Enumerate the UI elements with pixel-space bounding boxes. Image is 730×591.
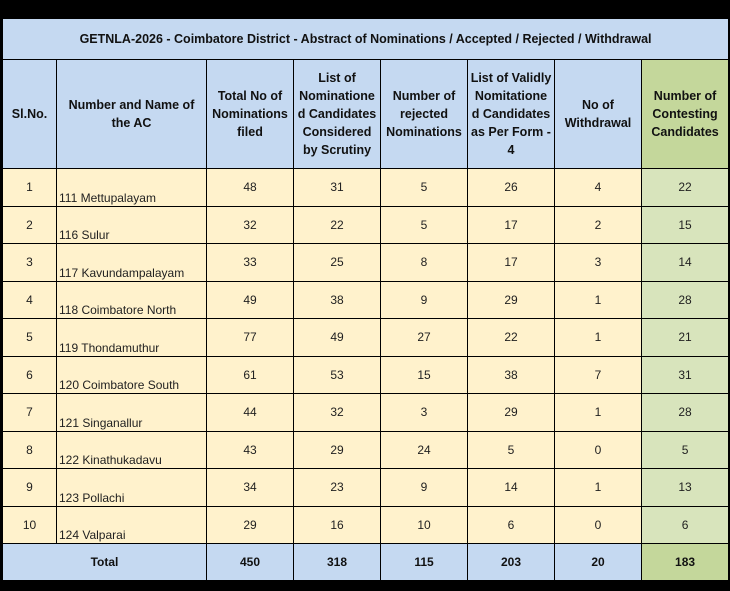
cell-rejected: 8 [381, 244, 468, 282]
cell-contesting: 28 [642, 281, 729, 319]
cell-withdrawal: 4 [555, 169, 642, 207]
header-line: Nomitatione [474, 89, 548, 103]
cell-considered-scrutiny: 32 [294, 394, 381, 432]
cell-total-filed: 48 [207, 169, 294, 207]
total-filed: 450 [207, 544, 294, 581]
cell-total-filed: 29 [207, 506, 294, 544]
cell-total-filed: 44 [207, 394, 294, 432]
header-rejected [381, 60, 468, 169]
cell-withdrawal: 3 [555, 244, 642, 282]
cell-rejected: 9 [381, 281, 468, 319]
cell-total-filed: 34 [207, 469, 294, 507]
cell-withdrawal: 0 [555, 506, 642, 544]
cell-ac-name: 117 Kavundampalayam [57, 244, 207, 282]
header-validly-nominated [468, 60, 555, 169]
cell-considered-scrutiny: 22 [294, 206, 381, 244]
table-row [3, 319, 729, 357]
table-row [3, 469, 729, 507]
cell-rejected: 9 [381, 469, 468, 507]
cell-contesting: 31 [642, 356, 729, 394]
header-line: Number of [392, 89, 456, 103]
cell-sl-no: 1 [3, 169, 57, 207]
cell-contesting: 15 [642, 206, 729, 244]
header-considered-scrutiny [294, 60, 381, 169]
total-contesting: 183 [642, 544, 729, 581]
cell-contesting: 22 [642, 169, 729, 207]
table-row [3, 244, 729, 282]
header-line: filed [237, 125, 263, 139]
header-line: Nominations [212, 107, 288, 121]
cell-sl-no: 10 [3, 506, 57, 544]
cell-total-filed: 32 [207, 206, 294, 244]
cell-considered-scrutiny: 31 [294, 169, 381, 207]
cell-validly-nominated: 17 [468, 244, 555, 282]
cell-sl-no: 5 [3, 319, 57, 357]
cell-considered-scrutiny: 16 [294, 506, 381, 544]
cell-validly-nominated: 22 [468, 319, 555, 357]
cell-total-filed: 49 [207, 281, 294, 319]
cell-ac-name: 123 Pollachi [57, 469, 207, 507]
cell-validly-nominated: 29 [468, 394, 555, 432]
cell-total-filed: 61 [207, 356, 294, 394]
cell-sl-no: 9 [3, 469, 57, 507]
cell-ac-name: 121 Singanallur [57, 394, 207, 432]
header-line: 4 [507, 143, 515, 157]
table-row [3, 356, 729, 394]
cell-sl-no: 3 [3, 244, 57, 282]
cell-considered-scrutiny: 49 [294, 319, 381, 357]
header-contesting [642, 60, 729, 169]
header-line: Considered [302, 125, 372, 139]
cell-sl-no: 7 [3, 394, 57, 432]
cell-withdrawal: 1 [555, 319, 642, 357]
cell-withdrawal: 0 [555, 431, 642, 469]
header-line: as Per Form - [471, 125, 551, 139]
header-total-filed [207, 60, 294, 169]
cell-contesting: 13 [642, 469, 729, 507]
cell-contesting: 5 [642, 431, 729, 469]
header-line: Nominatione [299, 89, 375, 103]
cell-rejected: 15 [381, 356, 468, 394]
cell-ac-name: 122 Kinathukadavu [57, 431, 207, 469]
table-row [3, 169, 729, 207]
cell-withdrawal: 1 [555, 469, 642, 507]
table-row [3, 394, 729, 432]
cell-withdrawal: 7 [555, 356, 642, 394]
cell-total-filed: 77 [207, 319, 294, 357]
cell-rejected: 5 [381, 206, 468, 244]
cell-ac-name: 116 Sulur [57, 206, 207, 244]
title-row [3, 19, 729, 60]
total-label: Total [3, 544, 207, 581]
cell-considered-scrutiny: 53 [294, 356, 381, 394]
header-line: List of [318, 71, 356, 85]
cell-considered-scrutiny: 23 [294, 469, 381, 507]
header-line: No of [582, 98, 614, 112]
header-line: Number and Name of [68, 98, 195, 112]
cell-rejected: 27 [381, 319, 468, 357]
header-line: rejected [400, 107, 448, 121]
total-row [3, 544, 729, 581]
header-line: List of Validly [470, 71, 552, 85]
total-valid: 203 [468, 544, 555, 581]
cell-rejected: 3 [381, 394, 468, 432]
table-row [3, 506, 729, 544]
cell-validly-nominated: 14 [468, 469, 555, 507]
total-rejected: 115 [381, 544, 468, 581]
cell-rejected: 24 [381, 431, 468, 469]
table-row [3, 281, 729, 319]
header-line: Nominations [386, 125, 462, 139]
cell-withdrawal: 1 [555, 394, 642, 432]
cell-total-filed: 43 [207, 431, 294, 469]
cell-validly-nominated: 17 [468, 206, 555, 244]
header-line: Sl.No. [11, 107, 48, 121]
nominations-table [2, 18, 729, 581]
total-withdrawal: 20 [555, 544, 642, 581]
cell-ac-name: 124 Valparai [57, 506, 207, 544]
cell-contesting: 6 [642, 506, 729, 544]
cell-contesting: 21 [642, 319, 729, 357]
cell-contesting: 28 [642, 394, 729, 432]
header-line: Number of [653, 89, 717, 103]
header-line: Contesting [652, 107, 718, 121]
cell-ac-name: 120 Coimbatore South [57, 356, 207, 394]
cell-contesting: 14 [642, 244, 729, 282]
cell-sl-no: 8 [3, 431, 57, 469]
table-row [3, 431, 729, 469]
header-line: Total No of [217, 89, 283, 103]
header-row [3, 60, 729, 169]
cell-validly-nominated: 29 [468, 281, 555, 319]
document-frame [0, 18, 730, 574]
table-title: GETNLA-2026 - Coimbatore District - Abstract of Nominations / Accepted / Rejected / Withdrawal [3, 19, 729, 60]
cell-validly-nominated: 38 [468, 356, 555, 394]
header-line: Withdrawal [564, 116, 632, 130]
header-sl-no [3, 60, 57, 169]
header-line: Candidates [651, 125, 719, 139]
table-row [3, 206, 729, 244]
cell-validly-nominated: 6 [468, 506, 555, 544]
cell-ac-name: 118 Coimbatore North [57, 281, 207, 319]
cell-considered-scrutiny: 38 [294, 281, 381, 319]
cell-withdrawal: 2 [555, 206, 642, 244]
cell-ac-name: 119 Thondamuthur [57, 319, 207, 357]
cell-rejected: 5 [381, 169, 468, 207]
cell-sl-no: 2 [3, 206, 57, 244]
cell-total-filed: 33 [207, 244, 294, 282]
cell-sl-no: 4 [3, 281, 57, 319]
cell-validly-nominated: 26 [468, 169, 555, 207]
header-line: by Scrutiny [302, 143, 372, 157]
cell-withdrawal: 1 [555, 281, 642, 319]
cell-sl-no: 6 [3, 356, 57, 394]
cell-rejected: 10 [381, 506, 468, 544]
cell-considered-scrutiny: 29 [294, 431, 381, 469]
header-line: d Candidates [297, 107, 377, 121]
cell-considered-scrutiny: 25 [294, 244, 381, 282]
total-scrutiny: 318 [294, 544, 381, 581]
cell-validly-nominated: 5 [468, 431, 555, 469]
header-ac-name [57, 60, 207, 169]
header-line: d Candidates [471, 107, 551, 121]
header-line: the AC [111, 116, 152, 130]
header-withdrawal [555, 60, 642, 169]
cell-ac-name: 111 Mettupalayam [57, 169, 207, 207]
